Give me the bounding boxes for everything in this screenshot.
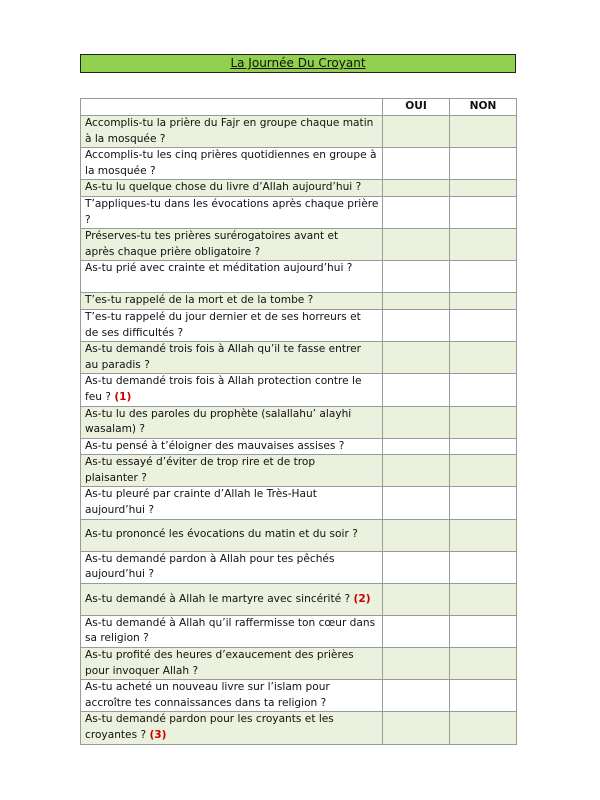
question-text: Accomplis-tu la prière du Fajr en groupe chaque matin: [85, 117, 374, 129]
question-text: T’es-tu rappelé du jour dernier et de ses horreurs et: [85, 310, 361, 323]
answer-oui-cell[interactable]: [383, 148, 450, 180]
question-text: As-tu demandé à Allah le martyre avec sincérité ?: [85, 592, 351, 605]
answer-non-cell[interactable]: [450, 455, 517, 487]
question-text: feu ?: [85, 390, 111, 403]
question-text: de ses difficultés ?: [85, 326, 184, 339]
question-text: As-tu prié avec crainte et méditation aujourd’hui ?: [85, 262, 353, 275]
answer-non-cell[interactable]: [450, 148, 517, 180]
answer-oui-cell[interactable]: [383, 712, 450, 744]
table-row: [81, 261, 517, 293]
answer-oui-cell[interactable]: [383, 229, 450, 261]
question-text: As-tu demandé à Allah qu’il raffermisse ton cœur dans: [85, 616, 376, 629]
answer-oui-cell[interactable]: [383, 648, 450, 680]
answer-non-cell[interactable]: [450, 551, 517, 583]
answer-oui-cell[interactable]: [383, 487, 450, 519]
answer-non-cell[interactable]: [450, 648, 517, 680]
answer-oui-cell[interactable]: [383, 551, 450, 583]
answer-oui-cell[interactable]: [383, 519, 450, 551]
question-text: As-tu lu des paroles du prophète (salallahu’ alayhi: [85, 407, 352, 420]
header-oui: OUI: [383, 99, 450, 116]
header-row: [81, 99, 517, 116]
question-text: wasalam) ?: [85, 423, 146, 436]
question-text: la mosquée ?: [85, 164, 156, 177]
question-text: Préserves-tu tes prières surérogatoires avant et: [85, 230, 339, 243]
table-row: [81, 680, 517, 712]
answer-oui-cell[interactable]: [383, 180, 450, 197]
question-cell: [81, 615, 383, 647]
question-text: aujourd’hui ?: [85, 504, 154, 517]
question-cell: [81, 487, 383, 519]
question-text: croyantes ?: [85, 729, 147, 741]
question-cell: [81, 438, 383, 455]
answer-oui-cell[interactable]: [383, 438, 450, 455]
answer-non-cell[interactable]: [450, 487, 517, 519]
table-row: [81, 180, 517, 197]
answer-non-cell[interactable]: [450, 438, 517, 455]
answer-oui-cell[interactable]: [383, 342, 450, 374]
table-row: [81, 342, 517, 374]
question-cell: [81, 374, 383, 406]
table-row: [81, 374, 517, 406]
answer-non-cell[interactable]: [450, 680, 517, 712]
page-title: La Journée Du Croyant: [230, 56, 366, 70]
table-row: [81, 406, 517, 438]
table-row: [81, 648, 517, 680]
question-text: Accomplis-tu les cinq prières quotidiennes en groupe à: [85, 149, 377, 162]
question-text: As-tu profité des heures d’exaucement des prières: [85, 649, 354, 662]
question-text: T’es-tu rappelé de la mort et de la tombe ?: [85, 294, 314, 307]
question-text: aujourd’hui ?: [85, 568, 154, 581]
checklist-body: [81, 116, 517, 745]
answer-non-cell[interactable]: [450, 229, 517, 261]
answer-oui-cell[interactable]: [383, 583, 450, 615]
table-row: [81, 229, 517, 261]
question-cell: [81, 148, 383, 180]
table-row: [81, 116, 517, 148]
answer-non-cell[interactable]: [450, 116, 517, 148]
question-cell: [81, 293, 383, 310]
answer-oui-cell[interactable]: [383, 615, 450, 647]
question-text: plaisanter ?: [85, 471, 147, 484]
answer-oui-cell[interactable]: [383, 680, 450, 712]
footnote-marker: (1): [114, 390, 132, 403]
question-text: pour invoquer Allah ?: [85, 664, 199, 677]
question-text: après chaque prière obligatoire ?: [85, 245, 261, 258]
question-cell: [81, 712, 383, 744]
answer-oui-cell[interactable]: [383, 293, 450, 310]
table-row: [81, 583, 517, 615]
answer-non-cell[interactable]: [450, 180, 517, 197]
question-text: As-tu demandé pardon pour les croyants et les: [85, 713, 334, 726]
answer-oui-cell[interactable]: [383, 406, 450, 438]
answer-non-cell[interactable]: [450, 342, 517, 374]
footnote-marker: (3): [149, 729, 167, 741]
answer-oui-cell[interactable]: [383, 455, 450, 487]
question-cell: [81, 196, 383, 228]
answer-non-cell[interactable]: [450, 712, 517, 744]
question-text: As-tu pleuré par crainte d’Allah le Très-Haut: [85, 488, 317, 501]
answer-non-cell[interactable]: [450, 374, 517, 406]
table-row: [81, 615, 517, 647]
question-text: As-tu acheté un nouveau livre sur l’islam pour: [85, 681, 330, 694]
table-row: [81, 519, 517, 551]
question-text: As-tu demandé trois fois à Allah qu’il te fasse entrer: [85, 343, 362, 356]
footnote-marker: (2): [353, 592, 371, 605]
page-title-bar: [80, 54, 516, 73]
question-cell: [81, 648, 383, 680]
checklist-table: [80, 98, 517, 745]
question-cell: [81, 309, 383, 341]
answer-non-cell[interactable]: [450, 261, 517, 293]
question-cell: [81, 519, 383, 551]
question-text: As-tu demandé pardon à Allah pour tes pêchés: [85, 552, 335, 565]
question-text: As-tu lu quelque chose du livre d’Allah aujourd’hui ?: [85, 181, 362, 194]
answer-non-cell[interactable]: [450, 583, 517, 615]
answer-oui-cell[interactable]: [383, 116, 450, 148]
table-row: [81, 148, 517, 180]
table-row: [81, 712, 517, 744]
question-cell: [81, 261, 383, 293]
question-text: As-tu prononcé les évocations du matin et du soir ?: [85, 528, 358, 541]
question-cell: [81, 551, 383, 583]
answer-non-cell[interactable]: [450, 293, 517, 310]
answer-non-cell[interactable]: [450, 615, 517, 647]
question-text: As-tu pensé à t’éloigner des mauvaises assises ?: [85, 439, 345, 452]
answer-non-cell[interactable]: [450, 519, 517, 551]
table-row: [81, 196, 517, 228]
header-non: NON: [450, 99, 517, 116]
answer-oui-cell[interactable]: [383, 309, 450, 341]
question-text: accroître tes connaissances dans ta religion ?: [85, 696, 327, 709]
question-text: au paradis ?: [85, 358, 150, 371]
answer-oui-cell[interactable]: [383, 374, 450, 406]
table-row: [81, 293, 517, 310]
table-row: [81, 438, 517, 455]
answer-oui-cell[interactable]: [383, 261, 450, 293]
answer-non-cell[interactable]: [450, 406, 517, 438]
question-cell: [81, 583, 383, 615]
question-cell: [81, 229, 383, 261]
question-text: sa religion ?: [85, 632, 149, 645]
table-row: [81, 455, 517, 487]
question-cell: [81, 116, 383, 148]
question-cell: [81, 180, 383, 197]
question-cell: [81, 455, 383, 487]
table-row: [81, 551, 517, 583]
question-text: As-tu essayé d’éviter de trop rire et de trop: [85, 456, 316, 469]
question-text: T’appliques-tu dans les évocations après chaque prière: [85, 197, 379, 210]
question-cell: [81, 406, 383, 438]
question-text: ?: [85, 213, 91, 226]
answer-non-cell[interactable]: [450, 309, 517, 341]
header-question: [81, 99, 383, 116]
question-text: As-tu demandé trois fois à Allah protection contre le: [85, 375, 362, 388]
table-row: [81, 487, 517, 519]
answer-non-cell[interactable]: [450, 196, 517, 228]
question-cell: [81, 342, 383, 374]
table-row: [81, 309, 517, 341]
answer-oui-cell[interactable]: [383, 196, 450, 228]
question-text: à la mosquée ?: [85, 132, 166, 145]
question-cell: [81, 680, 383, 712]
